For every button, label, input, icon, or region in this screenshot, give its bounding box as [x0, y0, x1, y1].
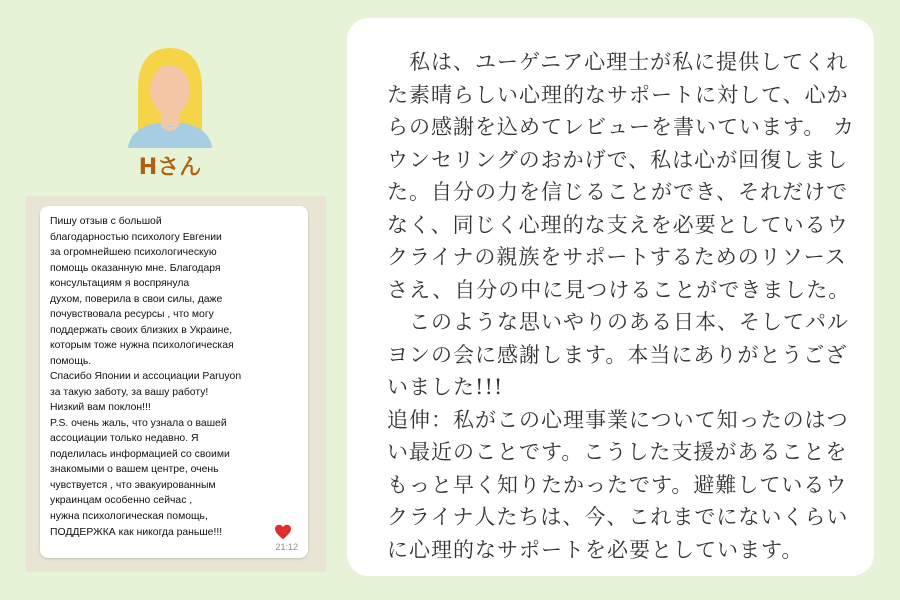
review-line: 追伸：私がこの心理事業について知ったのはつ [387, 407, 849, 432]
review-card [347, 18, 874, 576]
chat-line: P.S. очень жаль, что узнала о вашей [50, 417, 227, 429]
heart-icon [274, 524, 292, 540]
chat-line: почувствовала ресурсы , что могу [50, 309, 214, 320]
chat-line: поделилась информацией со своими [50, 448, 230, 460]
chat-line: за огромнейшею психологическую [50, 247, 217, 258]
chat-line: помощь оказанную мне. Благодаря [50, 262, 221, 274]
chat-screenshot [26, 196, 326, 572]
chat-line: помощь. [50, 355, 92, 367]
chat-line: знакомыми о вашем центре, очень [50, 464, 219, 475]
reviewer-name: Hさん [138, 155, 202, 180]
review-line: 私は、ユーゲニア心理士が私に提供してくれ [387, 50, 849, 74]
chat-line: Низкий вам поклон!!! [50, 402, 151, 413]
chat-line: украинцам особенно сейчас , [50, 495, 193, 506]
review-line: さえ、自分の中に見つけることができました。 [387, 277, 851, 302]
chat-line: Спасибо Японии и ассоциации Paruyon [50, 371, 242, 382]
chat-line: благодарностью психологу Евгении [50, 231, 222, 243]
review-line: ウンセリングのおかげで、私は心が回復しまし [387, 147, 849, 172]
review-line: クライナ人たちは、今、これまでにないくらい [387, 505, 849, 529]
chat-line: нужна психологическая помощь, [50, 510, 208, 522]
chat-line: ПОДДЕРЖКА как никогда раньше!!! [50, 527, 223, 538]
chat-line: духом, поверила в свои силы, даже [50, 293, 223, 305]
chat-line: Пишу отзыв с большой [50, 216, 162, 227]
review-line: なく、同じく心理的な支えを必要としているウ [387, 212, 849, 237]
chat-line: поддержать своих близких в Украине, [50, 324, 233, 336]
user-avatar-icon [120, 40, 220, 150]
chat-message-bubble [40, 206, 308, 558]
chat-line: ассоциации только недавно. Я [50, 433, 199, 444]
review-line: このような思いやりのある日本、そしてパル [387, 310, 849, 334]
review-line: た素晴らしい心理的なサポートに対して、心か [387, 82, 849, 107]
review-line: に心理的なサポートを必要としています。 [387, 537, 804, 562]
chat-line: консультациям я воспрянула [50, 278, 190, 289]
chat-line: которым тоже нужна психологическая [50, 340, 234, 351]
chat-line: за такую заботу, за вашу работу! [50, 386, 209, 398]
review-line: た。自分の力を信じることができ、それだけで [387, 180, 849, 204]
review-line: らの感謝を込めてレビューを書いています。 カ [387, 115, 855, 139]
review-line: ヨンの会に感謝します。本当にありがとうござ [387, 342, 848, 367]
chat-line: чувствуется , что эвакуированным [50, 479, 216, 491]
review-line: クライナの親族をサポートするためのリソース [387, 245, 847, 269]
review-line: もっと早く知りたかったです。避難しているウ [387, 472, 848, 497]
message-timestamp: 21:12 [275, 542, 298, 552]
review-line: い最近のことです。こうした支援があることを [387, 440, 848, 464]
review-line: いました!!! [387, 375, 504, 399]
